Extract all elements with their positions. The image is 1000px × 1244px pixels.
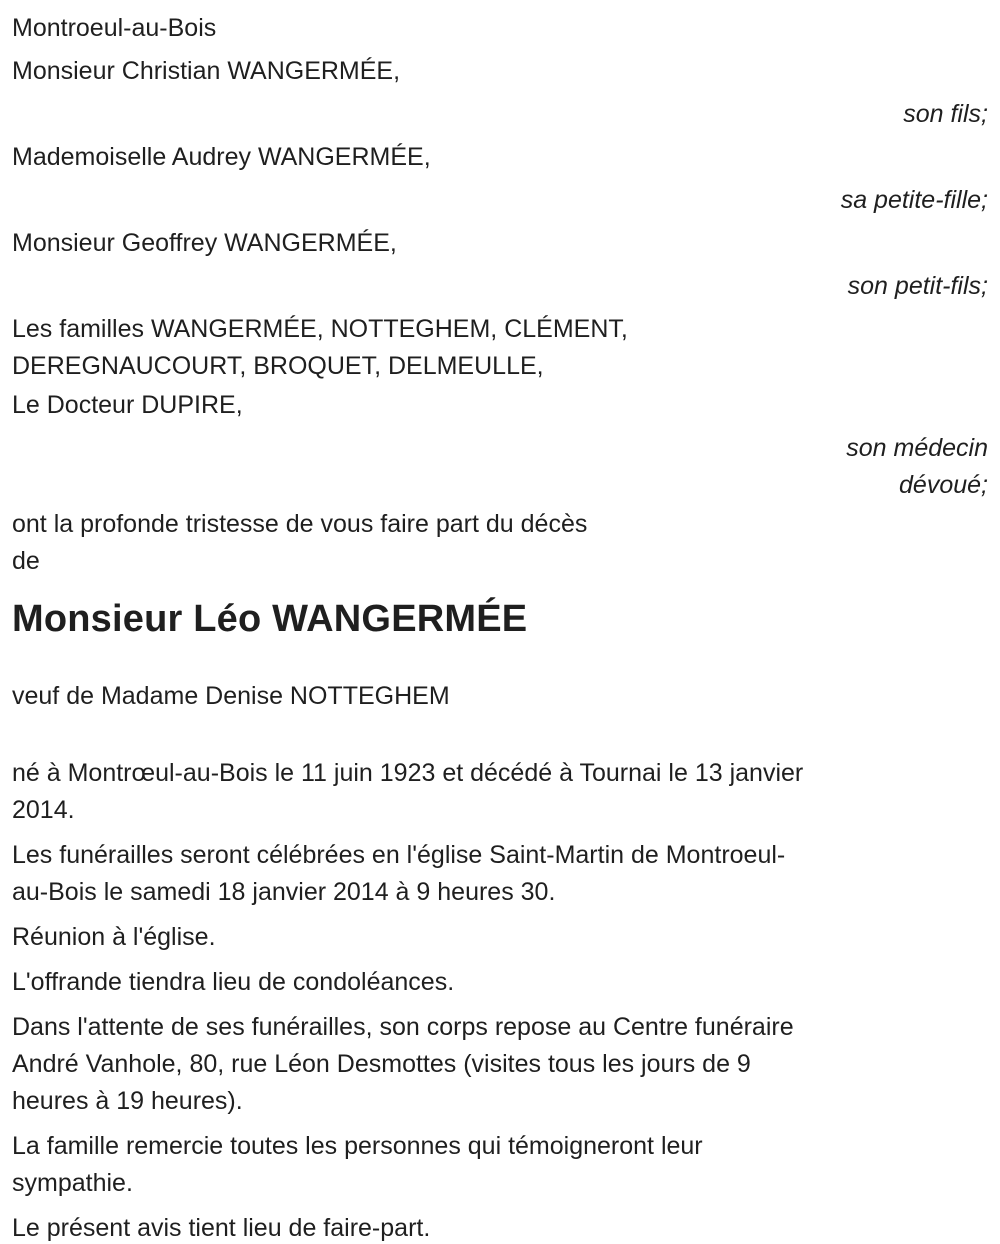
announcement-line-1: ont la profonde tristesse de vous faire part du décès [12, 510, 588, 538]
mourner-name: Monsieur Geoffrey WANGERMÉE, [12, 229, 397, 257]
mourner-relation: son fils; [903, 100, 988, 128]
mourner-entry [12, 139, 988, 219]
deceased-name-heading: Monsieur Léo WANGERMÉE [12, 598, 528, 640]
offering-paragraph [12, 964, 988, 1001]
mourner-name: Mademoiselle Audrey WANGERMÉE, [12, 143, 431, 171]
mourner-entry [12, 53, 988, 133]
text-line: né à Montrœul-au-Bois le 11 juin 1923 et décédé à Tournai le 13 janvier [12, 759, 804, 787]
doctor-entry [12, 387, 988, 504]
text-line: 2014. [12, 796, 75, 824]
announcement-line-2: de [12, 547, 40, 575]
thanks-paragraph [12, 1128, 988, 1202]
text-line: La famille remercie toutes les personnes qui témoigneront leur [12, 1132, 703, 1160]
mourner-relation: sa petite-fille; [840, 186, 988, 214]
notice-paragraph [12, 1210, 988, 1244]
widower-line: veuf de Madame Denise NOTTEGHEM [12, 682, 450, 710]
doctor-relation-line-1: son médecin [846, 434, 988, 462]
birth-death-paragraph [12, 755, 988, 829]
text-line: André Vanhole, 80, rue Léon Desmottes (visites tous les jours de 9 [12, 1050, 751, 1078]
funeral-paragraph [12, 837, 988, 911]
mourner-name: Monsieur Christian WANGERMÉE, [12, 57, 401, 85]
families-entry [12, 311, 988, 385]
text-line: sympathie. [12, 1169, 133, 1197]
text-line: heures à 19 heures). [12, 1087, 243, 1115]
location-text: Montroeul-au-Bois [12, 14, 217, 42]
announcement [12, 506, 988, 580]
text-line: au-Bois le samedi 18 janvier 2014 à 9 heures 30. [12, 878, 556, 906]
text-line: Dans l'attente de ses funérailles, son corps repose au Centre funéraire [12, 1013, 794, 1041]
text-line: Les funérailles seront célébrées en l'église Saint-Martin de Montroeul- [12, 841, 786, 869]
text-line: Le présent avis tient lieu de faire-part. [12, 1214, 431, 1242]
families-line-1: Les familles WANGERMÉE, NOTTEGHEM, CLÉMENT, [12, 315, 628, 343]
repose-paragraph [12, 1009, 988, 1120]
doctor-relation-line-2: dévoué; [899, 471, 988, 499]
text-line: L'offrande tiendra lieu de condoléances. [12, 968, 455, 996]
doctor-name: Le Docteur DUPIRE, [12, 391, 243, 419]
mourner-entry [12, 225, 988, 305]
mourner-relation: son petit-fils; [847, 272, 988, 300]
meeting-paragraph [12, 919, 988, 956]
families-line-2: DEREGNAUCOURT, BROQUET, DELMEULLE, [12, 352, 544, 380]
text-line: Réunion à l'église. [12, 923, 216, 951]
